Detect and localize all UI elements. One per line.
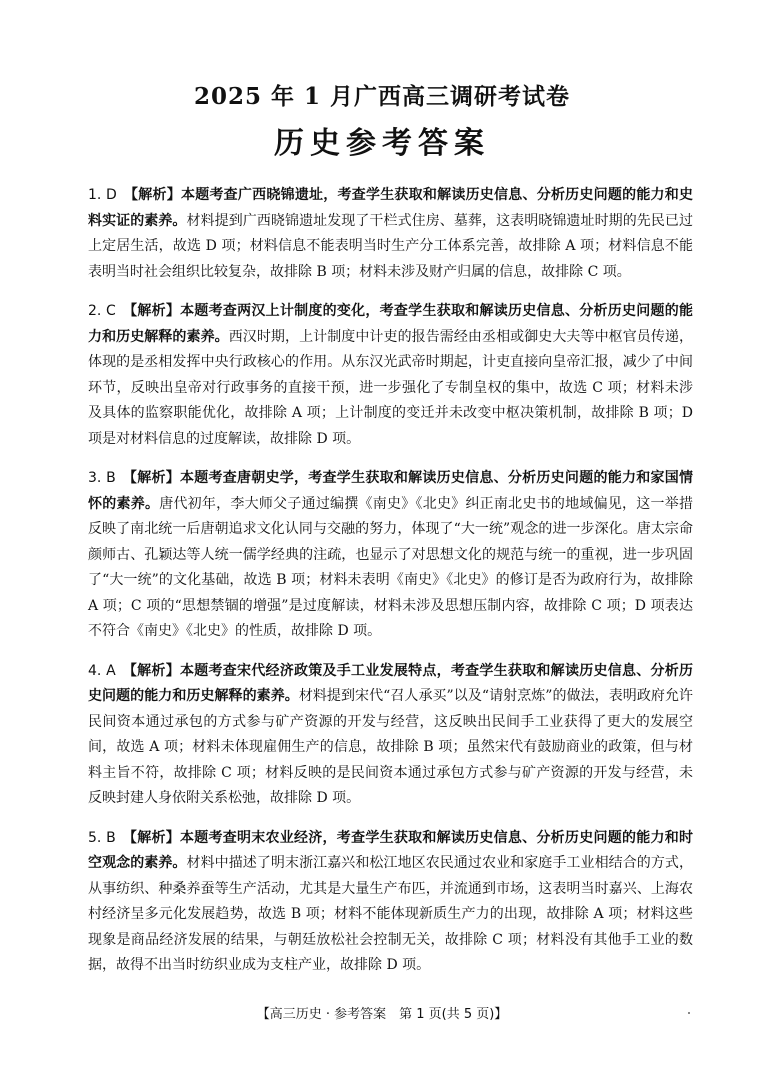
answer-lead: 本题考查唐朝史学，考查学生获取和解读历史信息、分析历史问题的能力和家国情怀的素养。 (88, 470, 693, 512)
answer-body: 材料中描述了明末浙江嘉兴和松江地区农民通过农业和家庭手工业相结合的方式，从事纺织、种桑养蚕等生产活动，尤其是大量生产布匹，并流通到市场，这表明当时嘉兴、上海农村经济呈多元化发展趋势，故选 B 项；材料不能体现新质生产力的出现，故排除 A 项；材料这些现象是商品经济发展的结果，与朝廷放松社会控制无关，故排除 C 项；材料没有其他手工业的数据，故得不出当时纺织业成为支柱产业，故排除 D 项。 (88, 855, 693, 973)
analysis-tag: 【解析】 (122, 303, 181, 319)
answer-list (88, 183, 693, 982)
answer-item-5 (88, 826, 693, 979)
answer-number: 1. D (88, 187, 117, 203)
answer-item-3 (88, 466, 693, 645)
answer-item-1 (88, 183, 693, 285)
answer-body: 西汉时期，上计制度中计吏的报告需经由丞相或御史大夫等中枢官员传递，体现的是丞相发挥中央行政核心的作用。从东汉光武帝时期起，计吏直接向皇帝汇报，减少了中间环节，反映出皇帝对行政事务的直接干预，进一步强化了专制皇权的集中，故选 C 项；材料未涉及具体的监察职能优化，故排除 A 项；上计制度的变迁并未改变中枢决策机制，故排除 B 项；D 项是对材料信息的过度解读，故排除 D 项。 (88, 328, 694, 447)
answer-item-2 (88, 299, 693, 452)
answer-body: 材料提到宋代“召人承买”以及“请射烹炼”的做法，表明政府允许民间资本通过承包的方式参与矿产资源的开发与经营，这反映出民间手工业获得了更大的发展空间，故选 A 项；材料未体现雇佣生产的信息，故排除 B 项；虽然宋代有鼓励商业的政策，但与材料主旨不符，故排除 C 项；材料反映的是民间资本通过承包方式参与矿产资源的开发与经营，未反映封建人身依附关系松弛，故排除 D 项。 (88, 688, 693, 806)
analysis-tag: 【解析】 (122, 829, 180, 846)
analysis-tag: 【解析】 (123, 187, 181, 203)
answer-lead: 本题考查广西晓锦遗址，考查学生获取和解读历史信息、分析历史问题的能力和史料实证的素养。 (88, 187, 694, 229)
answer-item-4 (88, 659, 693, 812)
analysis-tag: 【解析】 (122, 470, 180, 486)
answer-lead: 本题考查两汉上计制度的变化，考查学生获取和解读历史信息、分析历史问题的能力和历史解释的素养。 (88, 303, 694, 345)
answer-number: 4. A (88, 662, 116, 679)
answer-number: 5. B (88, 829, 116, 846)
scan-mark (688, 1012, 690, 1014)
answer-body: 唐代初年，李大师父子通过编撰《南史》《北史》纠正南北史书的地域偏见，这一举措反映了南北统一后唐朝追求文化认同与交融的努力，体现了“大一统”观念的进一步深化。唐太宗命颜师古、孔颖达等人统一儒学经典的注疏，也显示了对思想文化的规范与统一的重视，进一步巩固了“大一统”的文化基础，故选 B 项；材料未表明《南史》《北史》的修订是否为政府行为，故排除 A 项；C 项的“思想禁锢的增强”是过度解读，材料未涉及思想压制内容，故排除 C 项；D 项表达不符合《南史》《北史》的性质，故排除 D 项。 (88, 495, 694, 639)
analysis-tag: 【解析】 (122, 662, 180, 679)
answer-lead: 本题考查宋代经济政策及手工业发展特点，考查学生获取和解读历史信息、分析历史问题的能力和历史解释的素养。 (88, 662, 694, 704)
page-footer: 【高三历史 · 参考答案 第 1 页(共 5 页)】 (256, 1007, 508, 1022)
answer-number: 2. C (88, 303, 116, 319)
answer-lead: 本题考查明末农业经济，考查学生获取和解读历史信息、分析历史问题的能力和时空观念的素养。 (88, 829, 693, 871)
document-subtitle: 历史参考答案 (274, 126, 490, 161)
document-title: 2025 年 1 月广西高三调研考试卷 (193, 83, 571, 110)
answer-number: 3. B (88, 470, 116, 486)
answer-body: 材料提到广西晓锦遗址发现了干栏式住房、墓葬，这表明晓锦遗址时期的先民已过上定居生活，故选 D 项；材料信息不能表明当时生产分工体系完善，故排除 A 项；材料信息不能表明当时社会组织比较复杂，故排除 B 项；材料未涉及财产归属的信息，故排除 C 项。 (88, 212, 693, 280)
